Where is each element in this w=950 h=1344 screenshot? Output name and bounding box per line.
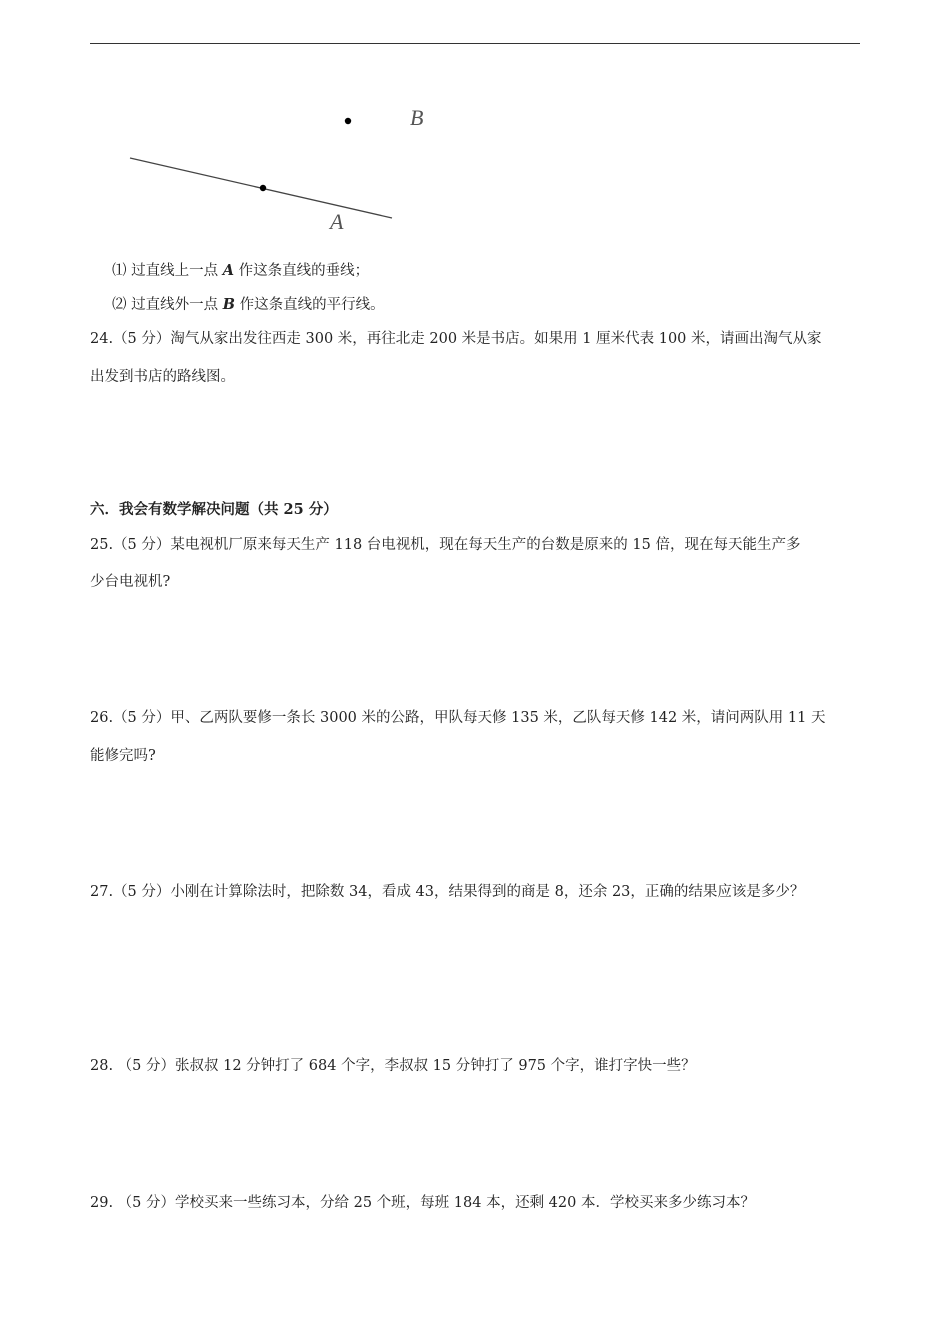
q23-part1: [112, 261, 369, 281]
q23-part2-prefix: ⑵ 过直线外一点: [112, 297, 223, 313]
q23-part2-letter: B: [222, 296, 235, 313]
point-a: [260, 185, 266, 191]
point-b: [345, 118, 351, 124]
q23-part1-suffix: 作这条直线的垂线；: [233, 263, 370, 279]
q23-part1-letter: A: [222, 262, 234, 279]
q24-line2: 出发到书店的路线图。: [90, 369, 235, 385]
line-and-points-figure: [100, 90, 440, 240]
q25-line2: 少台电视机?: [90, 574, 171, 590]
section-six-title: 六．我会有数学解决问题（共 25 分）: [90, 501, 338, 518]
q26-line1: 26.（5 分）甲、乙两队要修一条长 3000 米的公路，甲队每天修 135 米，乙队每天修 142 米，请问两队用 11 天: [90, 710, 826, 726]
q23-part1-prefix: ⑴ 过直线上一点: [112, 263, 223, 279]
q25-line1: 25.（5 分）某电视机厂原来每天生产 118 台电视机，现在每天生产的台数是原来的 15 倍，现在每天能生产多: [90, 537, 801, 553]
header-rule: [90, 43, 860, 44]
q23-part2: [112, 295, 385, 315]
q28-line1: 28. （5 分）张叔叔 12 分钟打了 684 个字，李叔叔 15 分钟打了 975 个字，谁打字快一些？: [90, 1058, 696, 1074]
q23-part2-suffix: 作这条直线的平行线。: [234, 297, 385, 313]
q29-line1: 29. （5 分）学校买来一些练习本，分给 25 个班，每班 184 本，还剩 420 本．学校买来多少练习本？: [90, 1195, 755, 1211]
q24-line1: 24.（5 分）淘气从家出发往西走 300 米，再往北走 200 米是书店。如果用 1 厘米代表 100 米，请画出淘气从家: [90, 331, 822, 347]
q27-line1: 27.（5 分）小刚在计算除法时，把除数 34，看成 43，结果得到的商是 8，还余 23，正确的结果应该是多少？: [90, 884, 805, 900]
label-a: A: [330, 209, 344, 234]
q26-line2: 能修完吗?: [90, 748, 156, 764]
label-b: B: [410, 105, 424, 130]
